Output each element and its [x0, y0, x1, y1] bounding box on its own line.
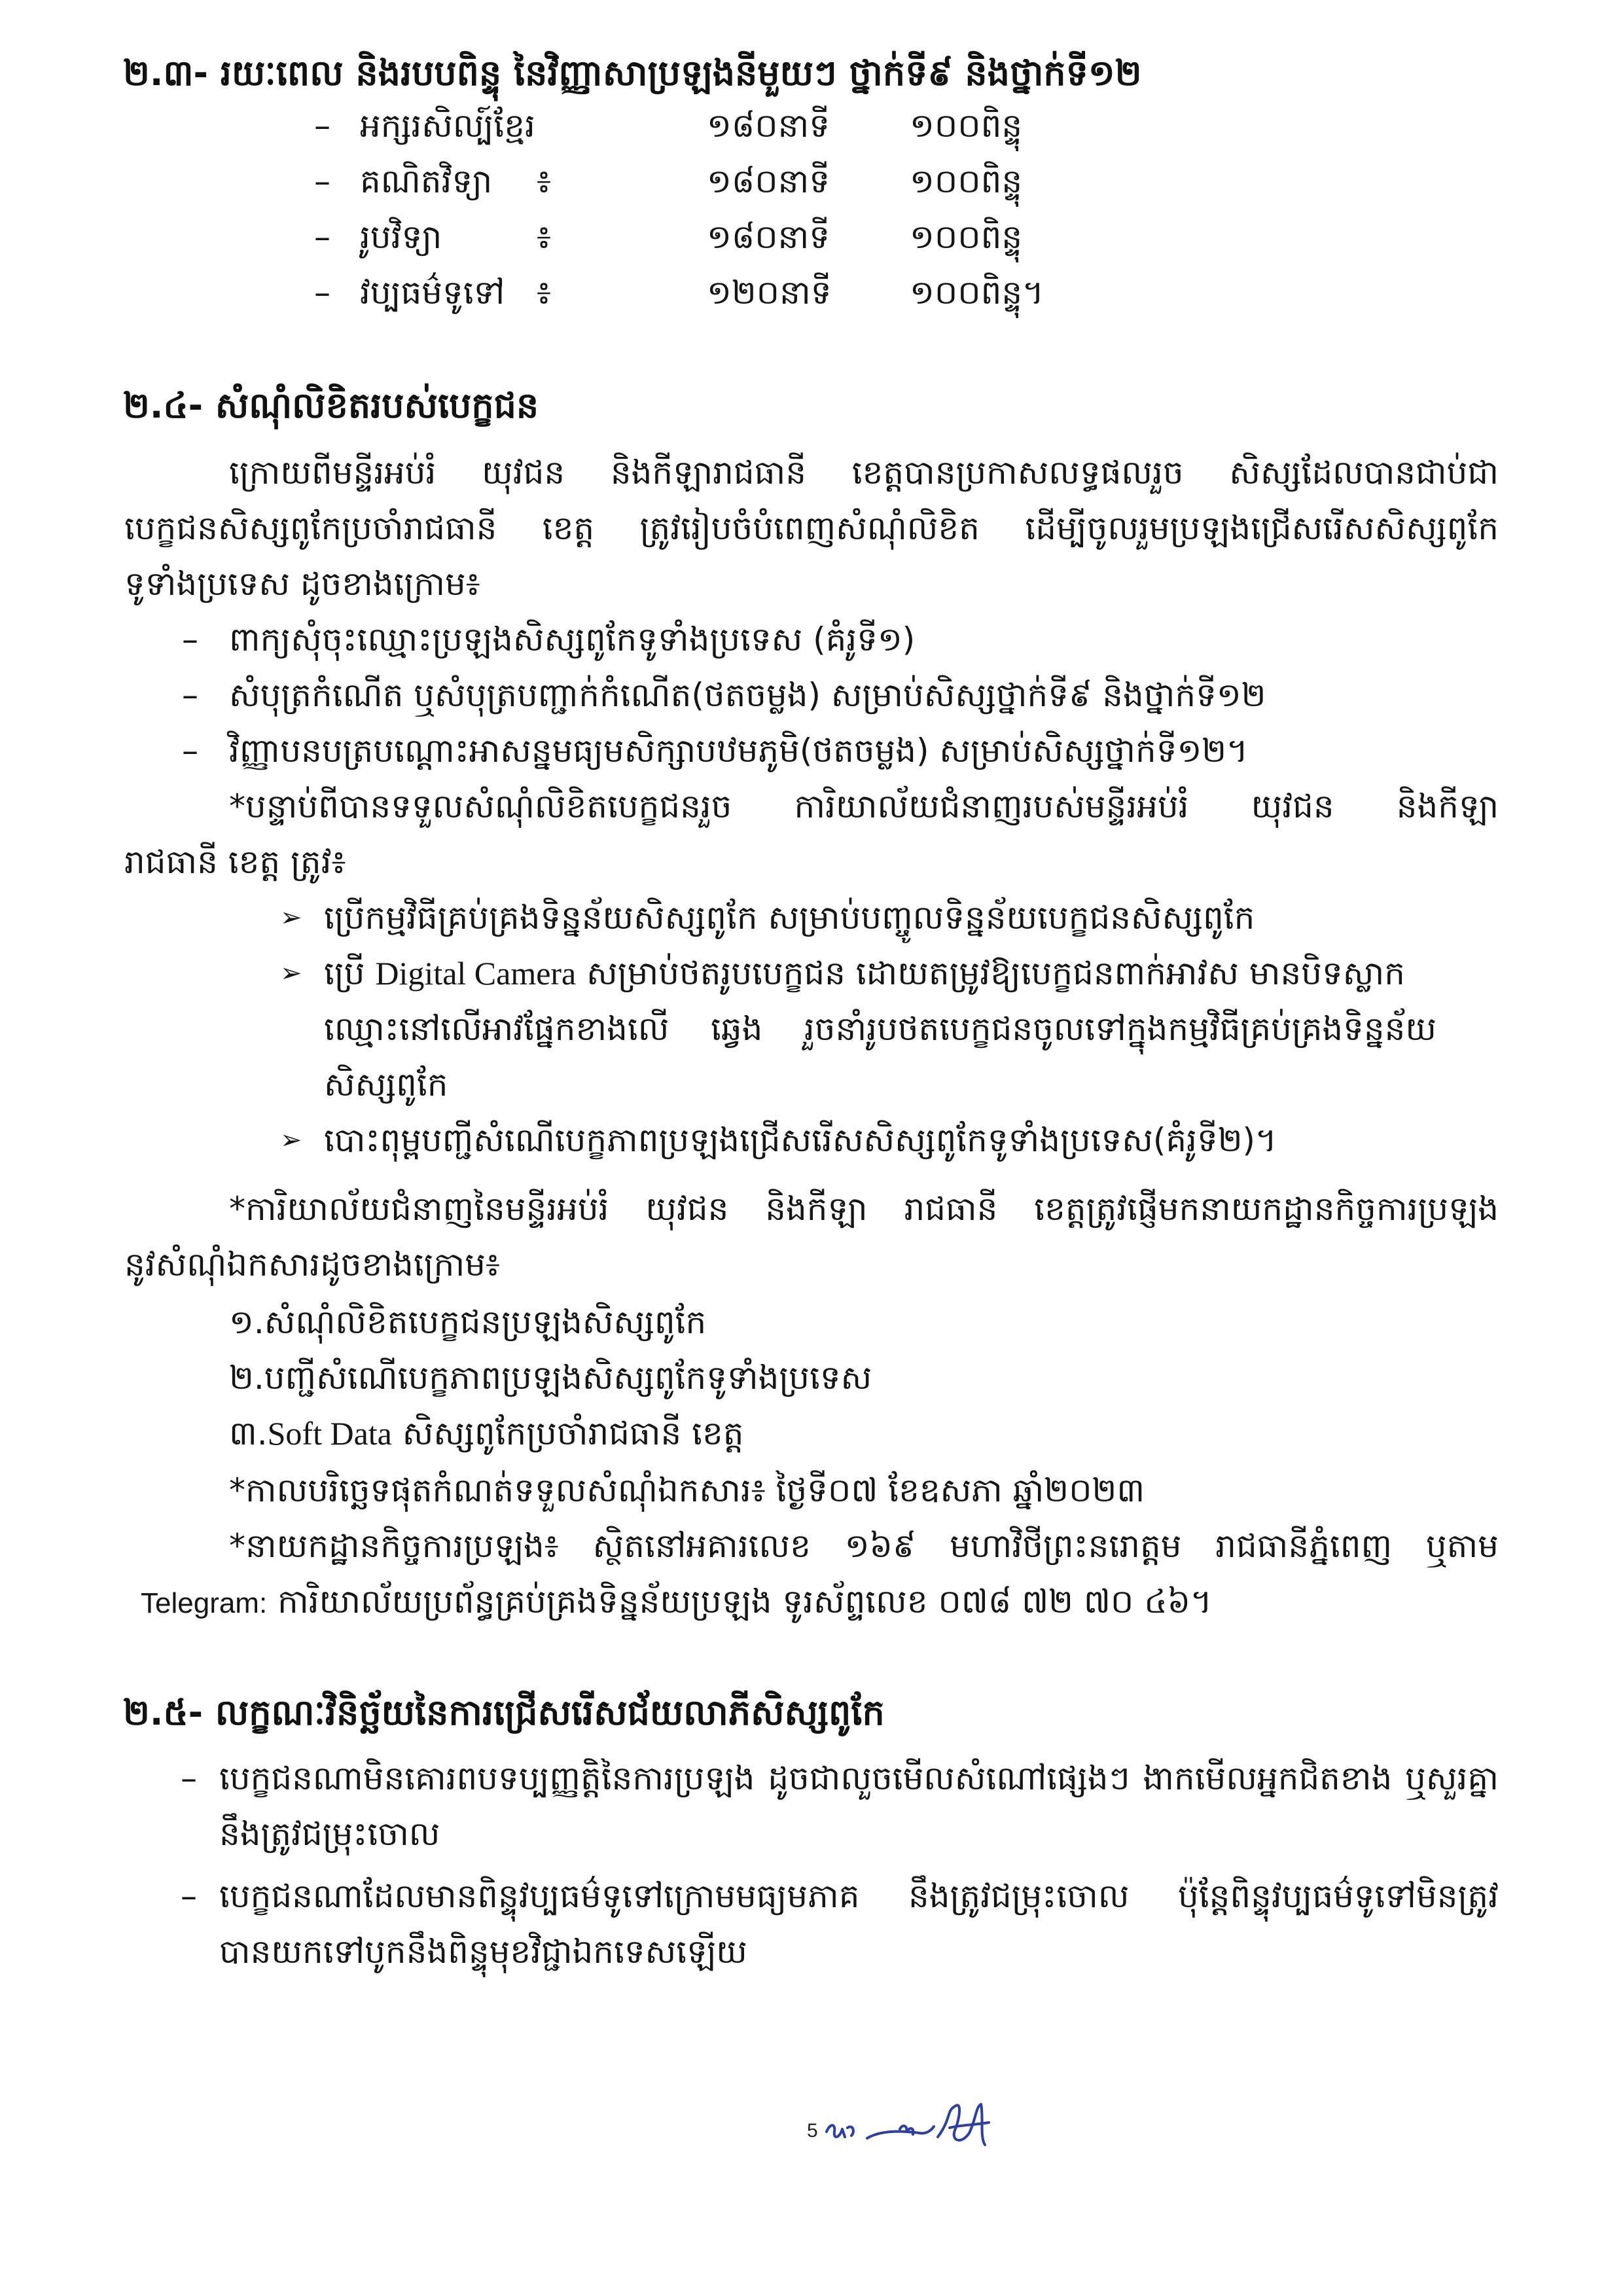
- deadline-note: *កាលបរិច្ឆេទផុតកំណត់ទទួលសំណុំឯកសារ៖ ថ្ងៃទី០៧ ខែឧសភា ឆ្នាំ២០២៣: [229, 1471, 1145, 1509]
- duration: ១៨០នាទី: [707, 107, 830, 145]
- criteria-item-1-line2: នឹងត្រូវជម្រុះចោល: [219, 1815, 440, 1853]
- criteria-item-2-line2: បានយកទៅបូកនឹងពិន្ទុមុខវិជ្ជាឯកទេសឡើយ: [219, 1933, 747, 1971]
- initials-signature: [821, 2091, 1018, 2163]
- arrow-bullet-icon: ➢: [280, 1125, 302, 1155]
- item-number: ៣.: [229, 1414, 268, 1452]
- soft-data-text: Soft Data: [267, 1415, 392, 1452]
- duration: ១៨០នាទី: [707, 162, 830, 200]
- numbered-item-2: ២.បញ្ជីសំណើបេក្ខភាពប្រឡងសិស្សពូកែទូទាំងប្រទេស: [229, 1359, 872, 1397]
- arrow-bullet-icon: ➢: [280, 958, 302, 988]
- list-item-continuation: ឈ្មោះនៅលើអាវផ្នែកខាងលើ ឆ្វេង រួចនាំរូបថតបេក្ខជនចូលទៅក្នុងកម្មវិធីគ្រប់គ្រងទិន្នន័យ: [324, 1010, 1436, 1048]
- score: ១០០ពិន្ទុ: [910, 162, 1023, 200]
- score: ១០០ពិន្ទុ: [910, 107, 1023, 145]
- arrow-bullet-icon: ➢: [280, 903, 302, 933]
- section-2-5-heading: ២.៥- លក្ខណៈវិនិច្ឆ័យនៃការជ្រើសរើសជ័យលាភីសិស្សពូកែ: [123, 1692, 885, 1733]
- colon: ៖: [537, 218, 551, 256]
- telegram-contact-text: ការិយាល័យប្រព័ន្ធគ្រប់គ្រងទិន្នន័យប្រឡង ទូរស័ព្ទលេខ ០៧៨ ៧២ ៧០ ៤៦។: [277, 1583, 1212, 1621]
- department-address-note: *នាយកដ្ឋានកិច្ចការប្រឡង៖ ស្ថិតនៅអគារលេខ ១៦៩ មហាវិថីព្រះនរោត្តម រាជធានីភ្នំពេញ ឬតាម: [229, 1527, 1499, 1565]
- paragraph-after-receipt-line1: *បន្ទាប់ពីបានទទួលសំណុំលិខិតបេក្ខជនរួច ការិយាល័យជំនាញរបស់មន្ទីរអប់រំ យុវជន និងកីឡា: [229, 787, 1499, 825]
- item-text: សិស្សពូកែប្រចាំរាជធានី ខេត្ត: [402, 1414, 744, 1452]
- duration: ១៨០នាទី: [707, 218, 830, 256]
- subject-name: អក្សរសិល្ប៍ខ្មែរ: [360, 107, 535, 145]
- paragraph-office-line2: នូវសំណុំឯកសារដូចខាងក្រោម៖: [124, 1246, 500, 1283]
- paragraph-intro-line3: ទូទាំងប្រទេស ដូចខាងក្រោម៖: [124, 565, 480, 603]
- list-dash: –: [314, 274, 330, 312]
- score: ១០០ពិន្ទុ។: [910, 274, 1044, 312]
- page-number: 5: [807, 2120, 818, 2142]
- subject-name: រូបវិទ្យា: [360, 218, 442, 256]
- telegram-contact: [141, 1581, 1212, 1624]
- section-2-3-heading: ២.៣- រយៈពេល និងរបបពិន្ទុ នៃវិញ្ញាសាប្រឡងនីមួយៗ ថ្នាក់ទី៩ និងថ្នាក់ទី១២: [123, 52, 1142, 94]
- section-2-4-heading: ២.៤- សំណុំលិខិតរបស់បេក្ខជន: [123, 385, 539, 426]
- colon: ៖: [537, 162, 551, 200]
- numbered-item-1: ១.សំណុំលិខិតបេក្ខជនប្រឡងសិស្សពូកែ: [229, 1303, 707, 1341]
- list-dash: –: [181, 1759, 197, 1797]
- list-item: [324, 952, 1405, 994]
- list-dash: –: [314, 218, 330, 256]
- list-dash: –: [314, 107, 330, 145]
- list-item-text: សម្រាប់ថតរូបបេក្ខជន ដោយតម្រូវឱ្យបេក្ខជនពាក់អាវស មានបិទស្លាក: [586, 954, 1405, 992]
- paragraph-intro-line2: បេក្ខជនសិស្សពូកែប្រចាំរាជធានី ខេត្ត ត្រូវរៀបចំបំពេញសំណុំលិខិត ដើម្បីចូលរួមប្រឡងជ្រើសរើសសិស្សពូកែ: [124, 509, 1499, 547]
- list-dash: –: [182, 732, 198, 770]
- colon: ៖: [537, 274, 551, 312]
- criteria-item-1-line1: បេក្ខជនណាមិនគោរពបទប្បញ្ញត្តិនៃការប្រឡង ដូចជាលួចមើលសំណៅផ្សេងៗ ងាកមើលអ្នកជិតខាង ឬសួរគ្នា: [219, 1759, 1499, 1797]
- duration: ១២០នាទី: [707, 274, 832, 312]
- paragraph-after-receipt-line2: រាជធានី ខេត្ត ត្រូវ៖: [124, 843, 346, 881]
- numbered-item-3: [229, 1412, 744, 1454]
- list-dash: –: [314, 162, 330, 200]
- list-dash: –: [182, 676, 198, 714]
- paragraph-office-line1: *ការិយាល័យជំនាញនៃមន្ទីរអប់រំ យុវជន និងកីឡា រាជធានី ខេត្តត្រូវផ្ញើមកនាយកដ្ឋានកិច្ចការប្រឡង: [229, 1190, 1499, 1228]
- list-item: បោះពុម្ពបញ្ជីសំណើបេក្ខភាពប្រឡងជ្រើសរើសសិស្សពូកែទូទាំងប្រទេស(គំរូទី២)។: [324, 1121, 1277, 1159]
- score: ១០០ពិន្ទុ: [910, 218, 1023, 256]
- list-dash: –: [181, 1877, 197, 1915]
- list-item: វិញ្ញាបនបត្របណ្ដោះអាសន្នមធ្យមសិក្សាបឋមភូមិ(ថតចម្លង) សម្រាប់សិស្សថ្នាក់ទី១២។: [229, 732, 1249, 770]
- list-item-text: ប្រើ: [324, 954, 365, 992]
- list-item-continuation: សិស្សពូកែ: [324, 1066, 448, 1103]
- telegram-label: Telegram:: [141, 1587, 268, 1619]
- list-item: ពាក្យសុំចុះឈ្មោះប្រឡងសិស្សពូកែទូទាំងប្រទេស (គំរូទី១): [229, 620, 916, 658]
- list-dash: –: [182, 620, 198, 658]
- list-item: សំបុត្រកំណើត ឬសំបុត្របញ្ជាក់កំណើត(ថតចម្លង) សម្រាប់សិស្សថ្នាក់ទី៩ និងថ្នាក់ទី១២: [229, 676, 1266, 714]
- paragraph-intro-line1: ក្រោយពីមន្ទីរអប់រំ យុវជន និងកីឡារាជធានី ខេត្តបានប្រកាសលទ្ធផលរួច សិស្សដែលបានជាប់ជា: [229, 454, 1499, 492]
- criteria-item-2-line1: បេក្ខជនណាដែលមានពិន្ទុវប្បធម៌ទូទៅក្រោមមធ្យមភាគ នឹងត្រូវជម្រុះចោល ប៉ុន្តែពិន្ទុវប្បធម៌ទូទៅមិនត្រូវ: [219, 1877, 1499, 1915]
- list-item: ប្រើកម្មវិធីគ្រប់គ្រងទិន្នន័យសិស្សពូកែ សម្រាប់បញ្ចូលទិន្នន័យបេក្ខជនសិស្សពូកែ: [324, 899, 1255, 937]
- subject-name: វប្បធម៌ទូទៅ: [360, 274, 505, 312]
- digital-camera-text: Digital Camera: [375, 955, 577, 992]
- subject-name: គណិតវិទ្យា: [360, 162, 493, 200]
